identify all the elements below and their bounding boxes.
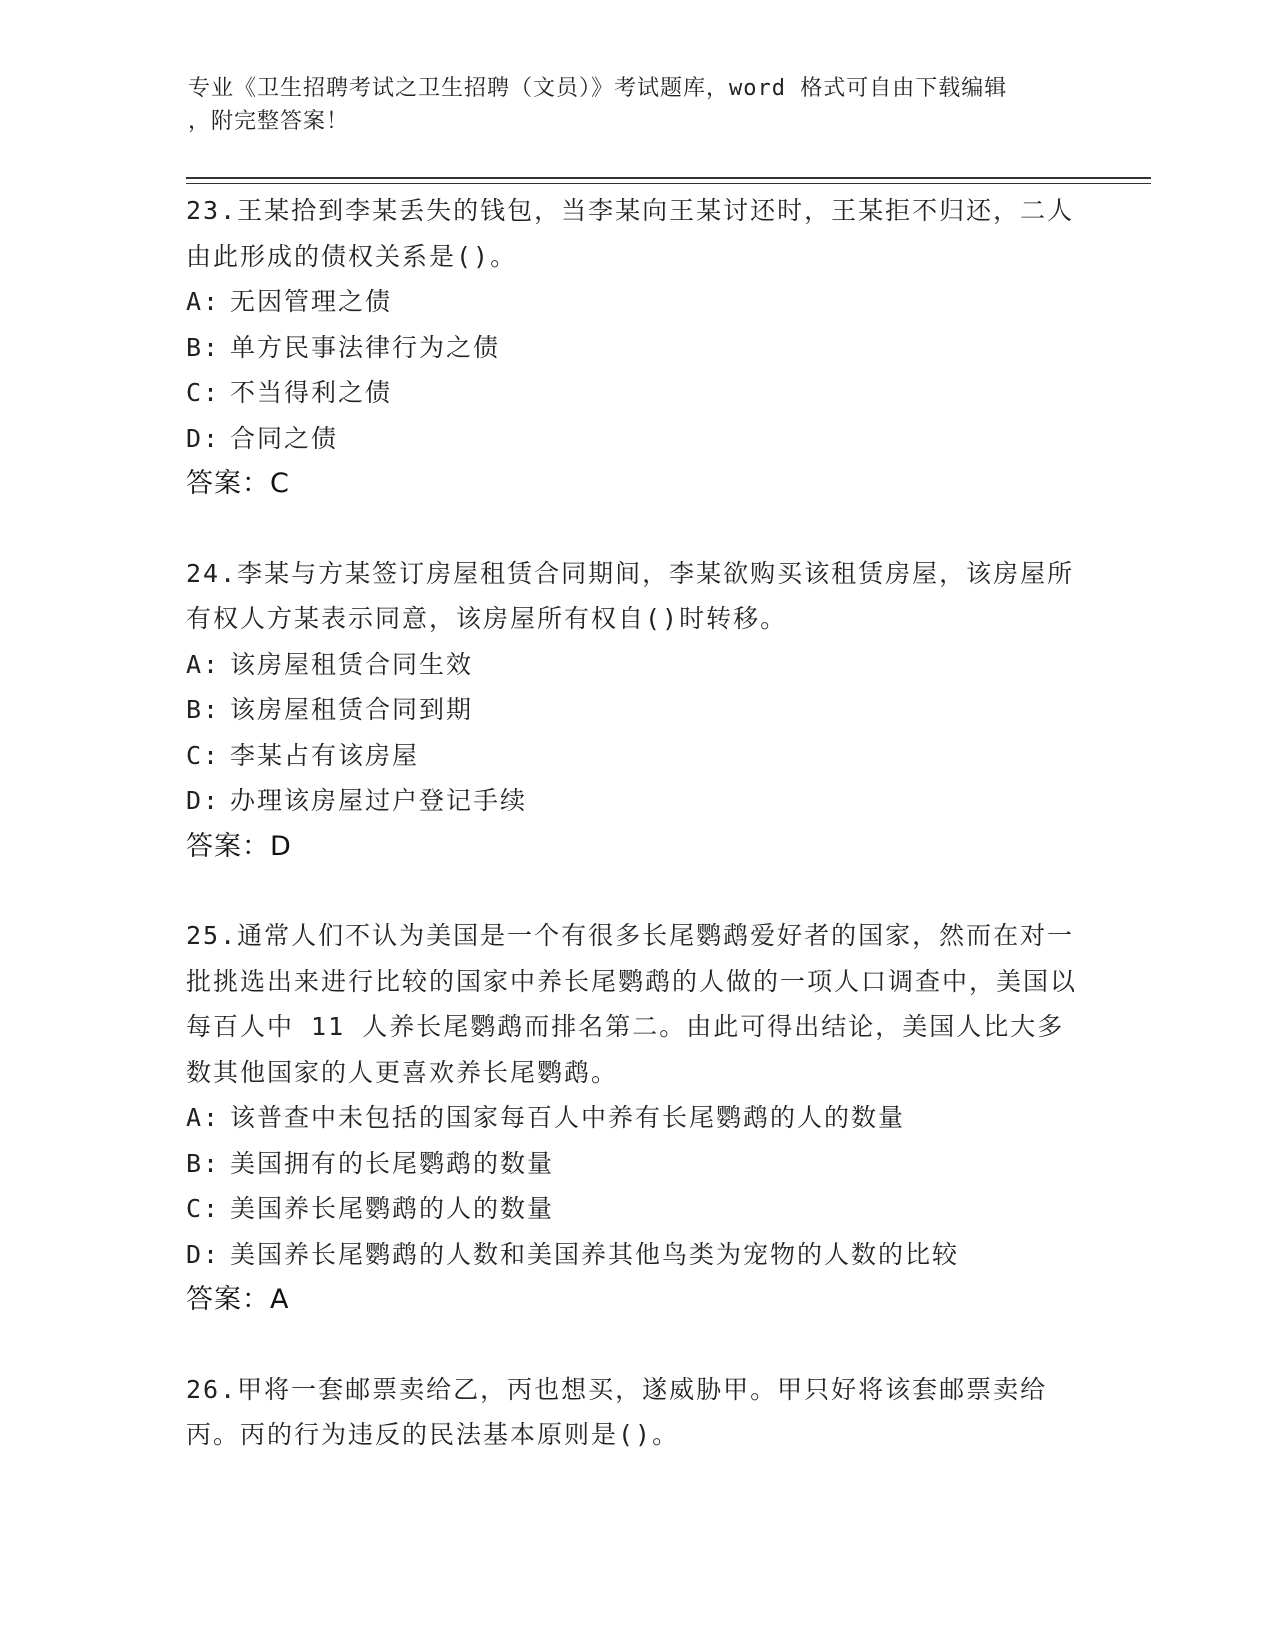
document-header (188, 72, 1068, 138)
option-text: 无因管理之债 (230, 287, 393, 316)
option-text: 单方民事法律行为之债 (230, 332, 501, 362)
option-text: 合同之债 (230, 423, 339, 453)
option-text: 该房屋租赁合同到期 (230, 695, 474, 724)
option-key: C: (186, 740, 221, 770)
option-key: A: (186, 649, 221, 679)
header-line-1: 专业《卫生招聘考试之卫生招聘（文员）》考试题库，word 格式可自由下载编辑 (188, 76, 1008, 101)
option-key: C: (186, 378, 221, 407)
option-key: A: (186, 287, 221, 316)
option-a (186, 642, 1086, 688)
option-key: B: (186, 695, 221, 724)
question-24 (186, 551, 1086, 870)
header-divider-thin (186, 183, 1151, 184)
option-key: B: (186, 332, 221, 362)
option-text: 美国拥有的长尾鹦鹉的数量 (230, 1148, 555, 1178)
option-d (186, 778, 1086, 824)
answer-line: 答案：A (186, 1284, 290, 1315)
option-key: D: (186, 1239, 221, 1269)
option-a (186, 1095, 1086, 1141)
option-b (186, 1141, 1086, 1187)
option-text: 美国养长尾鹦鹉的人的数量 (230, 1194, 555, 1223)
question-26 (186, 1367, 1086, 1458)
question-list (186, 188, 1086, 1502)
question-stem: 23.王某拾到李某丢失的钱包，当李某向王某讨还时，王某拒不归还，二人由此形成的债权关系是()。 (186, 196, 1075, 271)
question-25 (186, 913, 1086, 1323)
option-text: 该房屋租赁合同生效 (230, 649, 474, 679)
option-text: 美国养长尾鹦鹉的人数和美国养其他鸟类为宠物的人数的比较 (230, 1239, 960, 1269)
option-key: C: (186, 1194, 221, 1223)
option-c (186, 370, 1086, 416)
question-stem: 24.李某与方某签订房屋租赁合同期间，李某欲购买该租赁房屋，该房屋所有权人方某表示同意，该房屋所有权自()时转移。 (186, 558, 1075, 633)
option-d (186, 1232, 1086, 1278)
question-stem: 25.通常人们不认为美国是一个有很多长尾鹦鹉爱好者的国家，然而在对一批挑选出来进行比较的国家中养长尾鹦鹉的人做的一项人口调查中，美国以每百人中 11 人养长尾鹦鹉而排名第二。由此可得出结论，美国人比大多数其他国家的人更喜欢养长尾鹦鹉。 (186, 921, 1078, 1087)
option-c (186, 1186, 1086, 1232)
question-stem: 26.甲将一套邮票卖给乙，丙也想买，遂威胁甲。甲只好将该套邮票卖给丙。丙的行为违反的民法基本原则是()。 (186, 1374, 1048, 1449)
option-a (186, 279, 1086, 325)
option-text: 该普查中未包括的国家每百人中养有长尾鹦鹉的人的数量 (230, 1103, 906, 1132)
option-text: 李某占有该房屋 (230, 740, 420, 770)
option-b (186, 687, 1086, 733)
option-key: D: (186, 423, 221, 453)
option-b (186, 325, 1086, 371)
question-23 (186, 188, 1086, 507)
option-key: D: (186, 786, 221, 815)
header-divider-thick (186, 177, 1151, 179)
answer-line: 答案：C (186, 468, 290, 499)
header-line-2: ，附完整答案！ (188, 109, 350, 134)
option-key: B: (186, 1148, 221, 1178)
option-key: A: (186, 1103, 221, 1132)
answer-line: 答案：D (186, 830, 292, 862)
option-c (186, 733, 1086, 779)
option-text: 不当得利之债 (230, 378, 393, 407)
option-text: 办理该房屋过户登记手续 (230, 786, 528, 815)
option-d (186, 416, 1086, 462)
